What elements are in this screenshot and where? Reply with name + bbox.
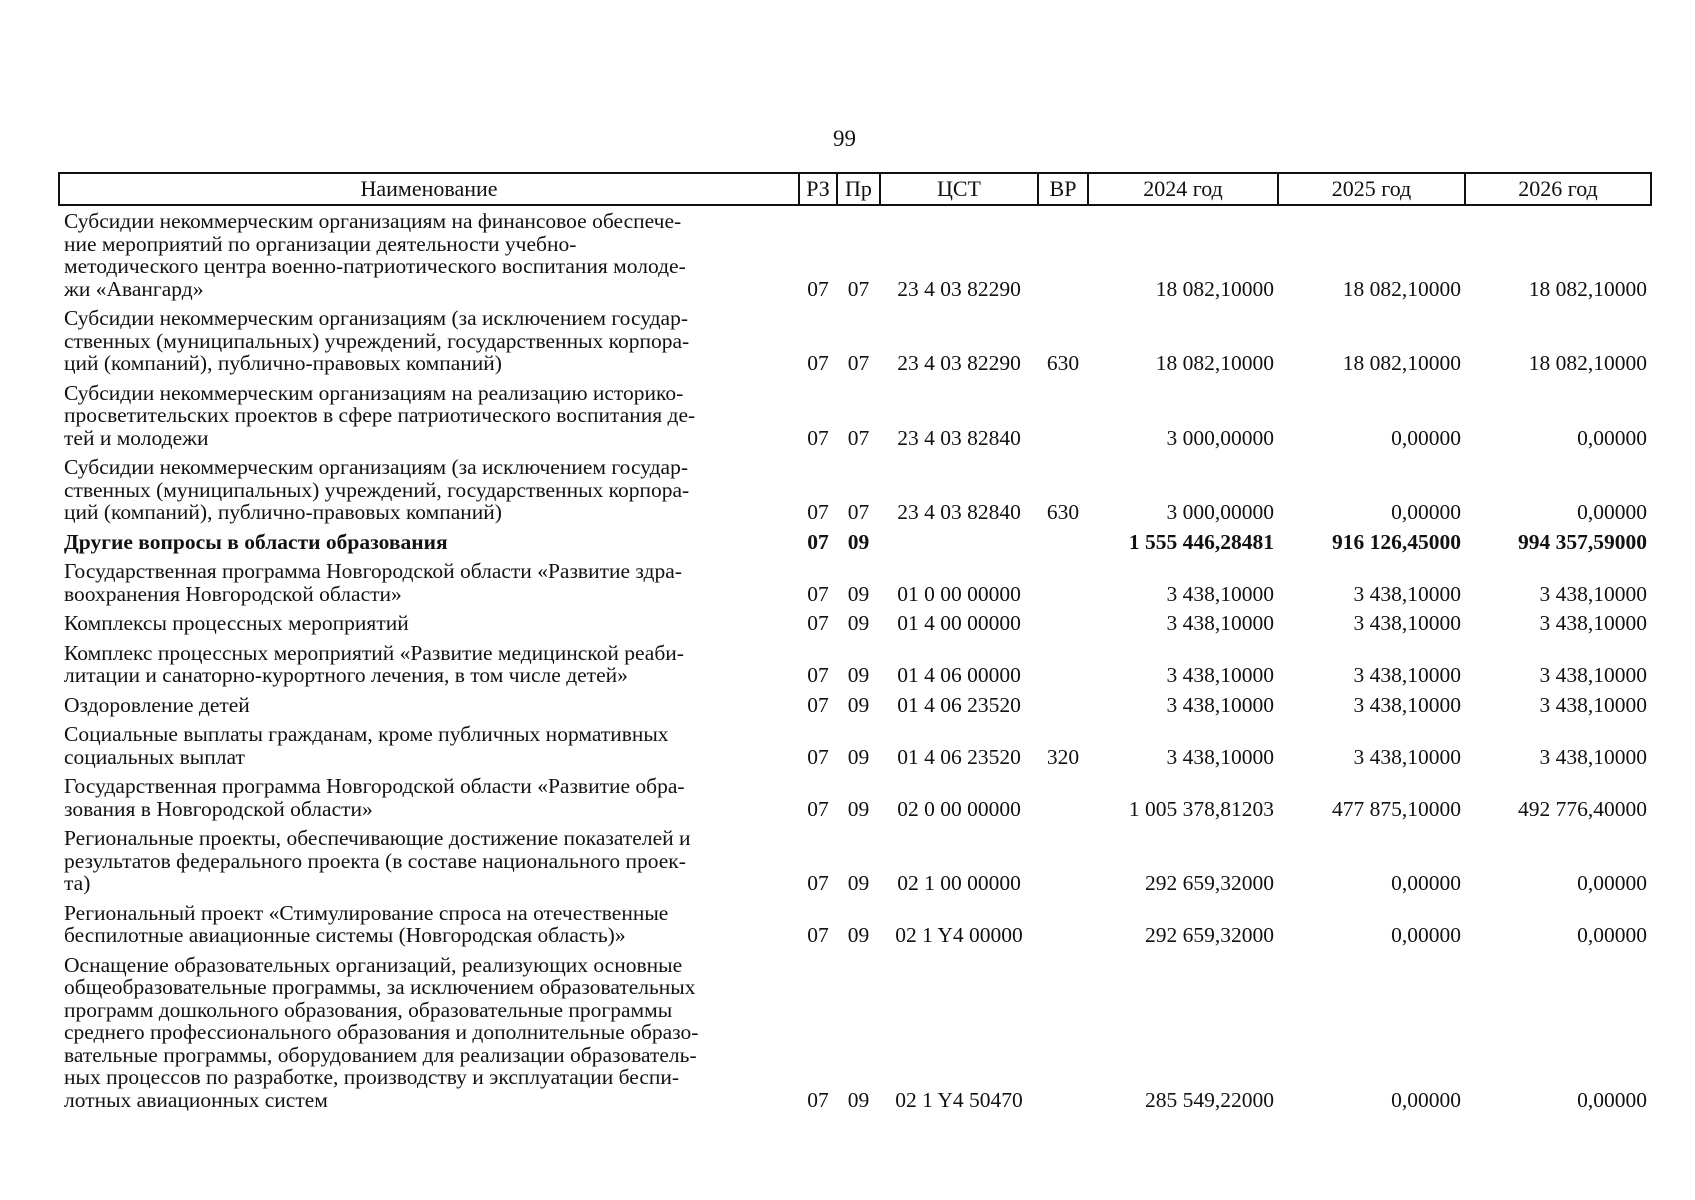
table-header-row [59,173,1651,205]
row-pr: 09 [847,871,870,895]
row-vr [1038,527,1088,557]
row-name: Субсидии некоммерческим организациям (за исключением государ- ственных (муниципальных) учреждений, государственных корпора- ций (компаний), публично-правовых компаний) [64,306,690,375]
row-amount-2024: 3 438,10000 [1166,611,1274,635]
row-vr [1038,898,1088,950]
row-vr [1038,950,1088,1115]
row-amount-2026: 3 438,10000 [1539,611,1647,635]
row-vr [1038,823,1088,898]
row-amount-2024: 18 082,10000 [1155,351,1274,375]
row-amount-2025: 0,00000 [1391,1087,1461,1112]
row-amount-2025: 0,00000 [1391,871,1461,895]
row-pr: 09 [847,744,870,769]
row-amount-2024: 3 438,10000 [1166,581,1274,606]
row-rz: 07 [807,744,829,769]
row-name: Региональный проект «Стимулирование спроса на отечественные беспилотные авиационные системы (Новгородская область)» [64,900,669,947]
row-amount-2026: 3 438,10000 [1539,744,1647,769]
row-amount-2024: 18 082,10000 [1155,276,1274,301]
row-amount-2024: 1 005 378,81203 [1128,796,1274,821]
row-pr: 09 [847,692,870,717]
row-pr: 07 [847,425,870,450]
row-vr: 630 [1046,500,1080,524]
row-amount-2025: 0,00000 [1391,425,1461,450]
row-vr [1038,638,1088,690]
row-cst: 02 0 00 00000 [897,796,1021,821]
table-row [59,527,1651,557]
row-vr [1038,771,1088,823]
row-amount-2025: 0,00000 [1391,923,1461,947]
row-amount-2024: 3 000,00000 [1166,425,1274,450]
row-pr: 09 [847,581,870,606]
row-cst: 23 4 03 82290 [897,351,1021,375]
row-cst: 02 1 00 00000 [897,871,1021,895]
row-rz: 07 [807,923,829,947]
header-2025: 2025 год [1278,173,1465,205]
table-row [59,771,1651,823]
row-pr: 09 [847,663,870,687]
row-rz: 07 [807,663,829,687]
table-row [59,556,1651,608]
row-amount-2024: 285 549,22000 [1145,1087,1274,1112]
row-cst: 01 4 06 23520 [897,692,1021,717]
row-rz: 07 [807,581,829,606]
row-rz: 07 [807,871,829,895]
row-amount-2026: 492 776,40000 [1518,796,1647,821]
row-amount-2026: 18 082,10000 [1528,351,1647,375]
row-amount-2026: 18 082,10000 [1528,276,1647,301]
row-rz: 07 [807,796,829,821]
row-pr: 09 [847,611,870,635]
row-amount-2026: 0,00000 [1577,500,1647,524]
row-amount-2025: 3 438,10000 [1353,611,1461,635]
row-amount-2026: 3 438,10000 [1539,581,1647,606]
table-row [59,205,1651,303]
row-name: Региональные проекты, обеспечивающие достижение показателей и результатов федерального проекта (в составе национального проек- та) [64,826,691,895]
row-rz: 07 [807,692,829,717]
row-pr: 09 [847,1087,870,1112]
row-amount-2024: 3 438,10000 [1166,744,1274,769]
row-vr [1038,205,1088,303]
row-name: Государственная программа Новгородской области «Развитие обра- зования в Новгородской области» [64,774,685,821]
row-amount-2024: 3 000,00000 [1166,500,1274,524]
row-cst: 01 4 06 00000 [897,663,1021,687]
row-amount-2025: 3 438,10000 [1353,581,1461,606]
row-cst: 02 1 Y4 00000 [895,923,1023,947]
row-rz: 07 [807,500,829,524]
row-amount-2025: 0,00000 [1391,500,1461,524]
row-cst [880,527,1038,557]
row-rz: 07 [807,1087,829,1112]
table-row [59,638,1651,690]
row-amount-2025: 916 126,45000 [1332,529,1461,554]
row-vr [1038,608,1088,638]
row-rz: 07 [807,425,829,450]
row-amount-2026: 0,00000 [1577,923,1647,947]
row-amount-2026: 0,00000 [1577,425,1647,450]
row-cst: 23 4 03 82840 [897,425,1021,450]
row-amount-2024: 1 555 446,28481 [1128,529,1274,554]
table-row [59,452,1651,527]
row-amount-2026: 0,00000 [1577,871,1647,895]
header-2024: 2024 год [1088,173,1278,205]
header-pr: Пр [837,173,880,205]
table-row [59,950,1651,1115]
table-row [59,608,1651,638]
table-row [59,823,1651,898]
row-amount-2025: 3 438,10000 [1353,744,1461,769]
row-name: Субсидии некоммерческим организациям на реализацию историко- просветительских проектов в сфере патриотического воспитания де- тей и молодежи [64,380,696,450]
table-row [59,303,1651,378]
row-rz: 07 [807,351,829,375]
row-pr: 09 [847,923,870,947]
row-amount-2024: 292 659,32000 [1145,871,1274,895]
row-pr: 09 [847,529,870,554]
row-cst: 23 4 03 82840 [897,500,1021,524]
header-cst: ЦСТ [880,173,1038,205]
row-amount-2026: 3 438,10000 [1539,692,1647,717]
row-name: Субсидии некоммерческим организациям на финансовое обеспече- ние мероприятий по организации деятельности учебно- методического центра военно-патриотического воспитания молоде- жи «Авангард» [64,209,686,301]
row-name: Комплексы процессных мероприятий [64,611,409,635]
row-name: Комплекс процессных мероприятий «Развитие медицинской реаби- литации и санаторно-курортного лечения, в том числе детей» [64,640,684,687]
row-amount-2025: 18 082,10000 [1342,351,1461,375]
row-vr: 320 [1046,744,1080,769]
row-pr: 07 [847,276,870,301]
row-amount-2025: 18 082,10000 [1342,276,1461,301]
row-name: Субсидии некоммерческим организациям (за исключением государ- ственных (муниципальных) учреждений, государственных корпора- ций (компаний), публично-правовых компаний) [64,455,690,524]
row-cst: 01 4 00 00000 [897,611,1021,635]
row-cst: 23 4 03 82290 [897,276,1021,301]
row-pr: 07 [847,500,870,524]
row-rz: 07 [807,611,829,635]
row-cst: 01 0 00 00000 [897,581,1021,606]
row-cst: 02 1 Y4 50470 [895,1087,1023,1112]
row-name: Государственная программа Новгородской области «Развитие здра- воохранения Новгородской области» [64,559,682,606]
header-name: Наименование [59,173,799,205]
row-amount-2024: 292 659,32000 [1145,923,1274,947]
row-name: Оздоровление детей [64,692,250,717]
header-rz: РЗ [799,173,837,205]
row-vr [1038,690,1088,720]
row-cst: 01 4 06 23520 [897,744,1021,769]
row-amount-2025: 3 438,10000 [1353,663,1461,687]
row-amount-2024: 3 438,10000 [1166,692,1274,717]
table-row [59,378,1651,453]
row-vr: 630 [1046,351,1080,375]
row-name: Другие вопросы в области образования [64,529,448,554]
row-rz: 07 [807,276,829,301]
row-name: Социальные выплаты гражданам, кроме публичных нормативных социальных выплат [64,722,669,769]
row-pr: 07 [847,351,870,375]
row-amount-2025: 3 438,10000 [1353,692,1461,717]
row-vr [1038,556,1088,608]
header-2026: 2026 год [1465,173,1651,205]
row-rz: 07 [807,529,829,554]
row-amount-2026: 0,00000 [1577,1087,1647,1112]
row-amount-2026: 994 357,59000 [1518,529,1647,554]
header-vr: ВР [1038,173,1088,205]
page-number: 99 [833,126,856,151]
row-amount-2026: 3 438,10000 [1539,663,1647,687]
table-row [59,719,1651,771]
row-pr: 09 [847,796,870,821]
row-vr [1038,378,1088,453]
table-row [59,898,1651,950]
row-amount-2024: 3 438,10000 [1166,663,1274,687]
row-amount-2025: 477 875,10000 [1332,796,1461,821]
table-row [59,690,1651,720]
budget-table [58,172,1652,1114]
row-name: Оснащение образовательных организаций, реализующих основные общеобразовательные программы, за исключением образовательных программ дошкольного образования, образовательные программы среднего профессионального образования и дополнительные образо- вательные программы, оборудованием для реализации образователь- ных процессов по разработке, производству и эксплуатации беспи- лотных авиационных систем [64,952,699,1112]
